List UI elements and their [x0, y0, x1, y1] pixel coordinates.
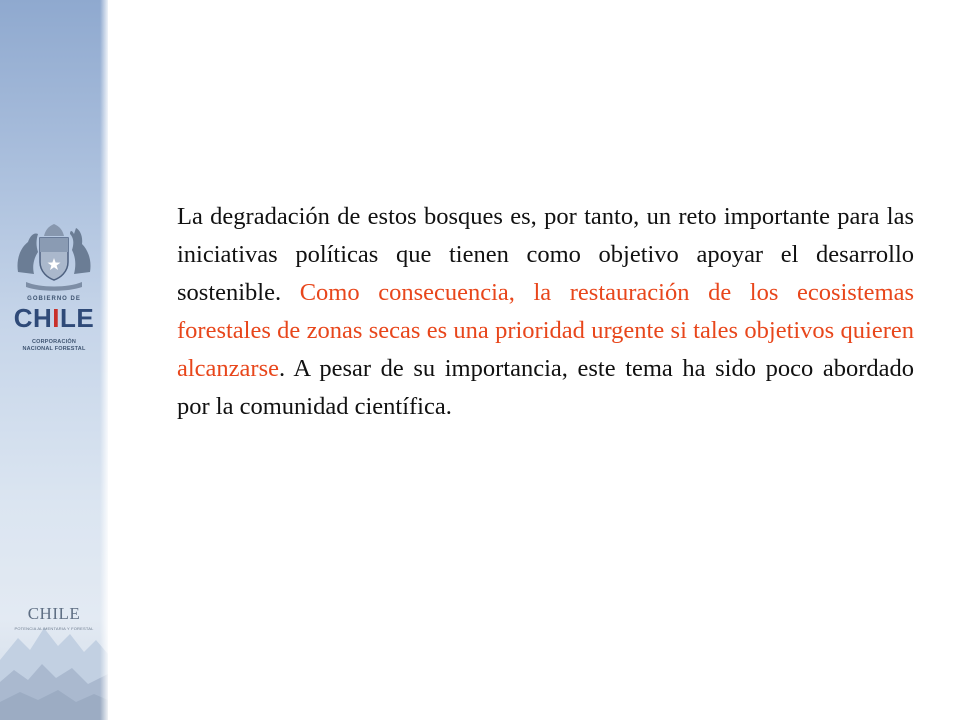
logo-title: CHILE — [13, 303, 95, 333]
coat-of-arms-icon — [10, 222, 98, 292]
agency-line-1: CORPORACIÓN — [31, 339, 77, 345]
slide-paragraph — [177, 198, 914, 426]
sidebar-edge-fade — [100, 0, 108, 720]
paragraph-text-end: . A pesar de su importancia, este tema ha sido poco abordado por la comunidad científica. — [177, 355, 914, 420]
chile-brand-logo: CHILE — [27, 604, 81, 623]
logo-subtitle: GOBIERNO DE — [27, 296, 81, 302]
sidebar-decoration — [0, 0, 108, 720]
paragraph-highlight: Como consecuencia, la restauración de los ecosistemas forestales de zonas secas es una prioridad urgente si tales objetivos quieren alcanzarse — [177, 279, 914, 382]
paragraph-text-start: La degradación de estos bosques es, por tanto, un reto importante para las iniciativas políticas que tienen como objetivo apoyar el desarrollo sostenible. — [177, 203, 914, 306]
agency-name — [0, 339, 108, 353]
chile-brand-tagline: POTENCIA ALIMENTARIA Y FORESTAL — [14, 626, 94, 631]
agency-line-2: NACIONAL FORESTAL — [22, 346, 86, 352]
logo-title-accent: I — [52, 303, 61, 333]
